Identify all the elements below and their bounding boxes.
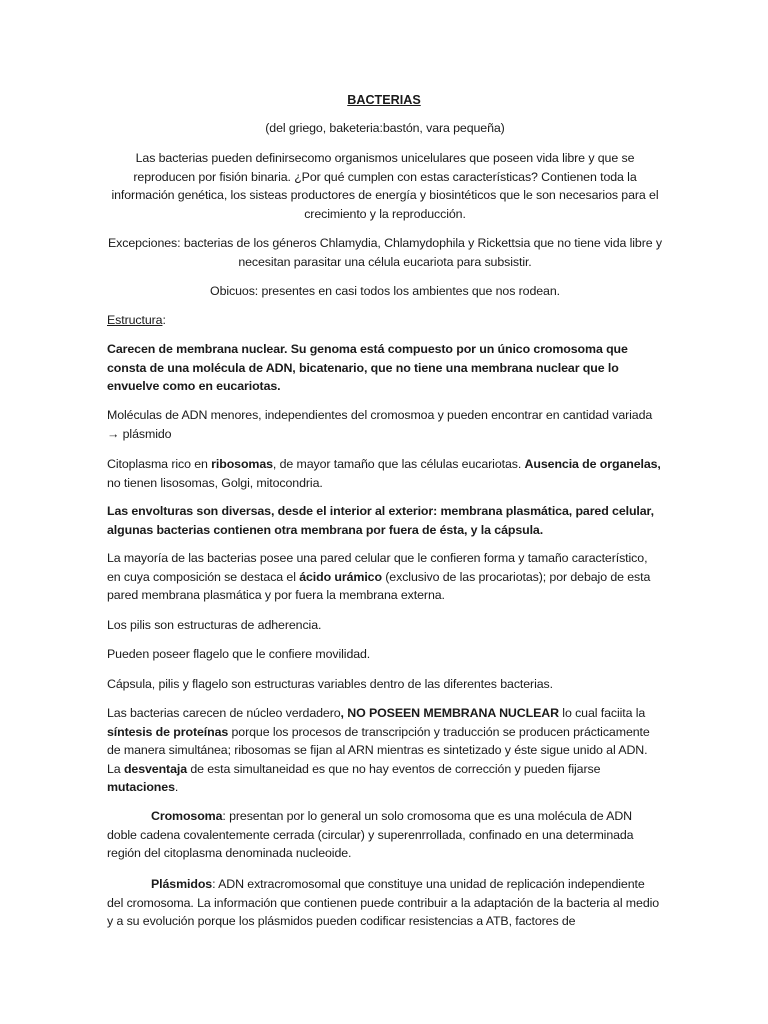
variable-structures-paragraph: Cápsula, pilis y flagelo son estructuras variables dentro de las diferentes bacterias. — [107, 677, 553, 691]
acid-term: ácido urámico — [299, 569, 382, 584]
plasmid-word: plásmido — [122, 426, 172, 441]
wall-text-2: (exclusivo de las procariotas); por debajo de esta pared membrana plasmática y por fuera la membrana externa. — [107, 569, 651, 602]
desventaja-term: desventaja — [123, 761, 187, 776]
nucleus-text-5: . — [174, 780, 179, 794]
chromosome-paragraph — [107, 807, 663, 863]
pili-paragraph: Los pilis son estructuras de adherencia. — [107, 618, 322, 632]
nucleus-text-4: de esta simultaneidad es que no hay eventos de corrección y pueden fijarse — [187, 761, 601, 776]
nucleus-text-3: porque los procesos de transcripción y traducción se producen prácticamente de manera simultánea; ribosomas se fijan al ARN mientras es sintetizado y éste sigue unido al ADN. La — [107, 724, 650, 776]
flagella-paragraph: Pueden poseer flagelo que le confiere movilidad. — [107, 647, 371, 661]
chromosome-text: : presentan por lo general un solo cromosoma que es una molécula de ADN doble cadena covalentemente cerrada (circular) y superenrrollada, confinado en una determinada región del citoplasma denominada nucleoide. — [107, 809, 634, 860]
sintesis-term: síntesis de proteínas — [107, 724, 229, 739]
plasmids-paragraph — [107, 875, 663, 931]
chromosome-term: Cromosoma — [151, 809, 223, 823]
exceptions-paragraph: Excepciones: bacterias de los géneros Chlamydia, Chlamydophila y Rickettsia que no tiene vida libre y necesitan parasitar una célula eucariota para subsistir. — [108, 236, 662, 269]
ubiquitous-paragraph: Obicuos: presentes en casi todos los ambientes que nos rodean. — [210, 284, 560, 298]
structure-heading-line — [107, 311, 663, 330]
nucleus-paragraph — [107, 704, 663, 797]
plasmids-term: Plásmidos — [151, 877, 213, 891]
nucleus-text-2: lo cual faciita la — [558, 706, 646, 720]
cyto-text-3: no tienen lisosomas, Golgi, mitocondria. — [107, 475, 323, 490]
nuclear-paragraph: Carecen de membrana nuclear. Su genoma está compuesto por un único cromosoma que consta de una molécula de ADN, bicatenario, que no tiene una membrana nuclear que lo envuelve como en eucariotas. — [107, 342, 628, 393]
subtitle: (del griego, baketeria:bastón, vara pequeña) — [265, 121, 505, 135]
plasmid-paragraph — [107, 406, 663, 443]
plasmid-intro: Moléculas de ADN menores, independientes del cromosmoa y pueden encontrar en cantidad variada — [107, 408, 653, 422]
plasmids-text: : ADN extracromosomal que constituye una unidad de replicación independiente del cromosoma. La información que contienen puede contribuir a la adaptación de la bacteria al medio y a su evolución porque los plásmidos pueden codificar resistencias a ATB, factores de — [107, 877, 660, 928]
cell-wall-paragraph — [107, 549, 663, 605]
no-membrane-term: , NO POSEEN MEMBRANA NUCLEAR — [340, 706, 559, 720]
wall-text-1: La mayoría de las bacterias posee una pared celular que le confieren forma y tamaño característico, en cuya composición se destaca el — [107, 551, 648, 584]
cyto-text-1: Citoplasma rico en — [107, 457, 212, 471]
envelopes-paragraph: Las envolturas son diversas, desde el interior al exterior: membrana plasmática, pared celular, algunas bacterias contienen otra membrana por fuera de ésta, y la cápsula. — [107, 504, 654, 537]
page-title: BACTERIAS — [347, 93, 421, 107]
structure-heading: Estructura — [107, 313, 163, 327]
ausencia-term: Ausencia de organelas, — [524, 457, 661, 471]
cytoplasm-paragraph — [107, 455, 663, 492]
cyto-text-2: , de mayor tamaño que las células eucariotas. — [272, 457, 525, 471]
nucleus-text-1: Las bacterias carecen de núcleo verdadero — [107, 706, 341, 720]
mutaciones-term: mutaciones — [107, 780, 175, 794]
intro-paragraph: Las bacterias pueden definirsecomo organismos unicelulares que poseen vida libre y que se reproducen por fisión binaria. ¿Por qué cumplen con estas características? Contienen toda la información genética, los sisteas productores de energía y biosintéticos que le son necesarios para el crecimiento y la reproducción. — [111, 151, 659, 221]
arrow-icon: → — [107, 426, 120, 441]
structure-colon: : — [162, 313, 166, 327]
ribosomas-term: ribosomas — [211, 457, 273, 471]
